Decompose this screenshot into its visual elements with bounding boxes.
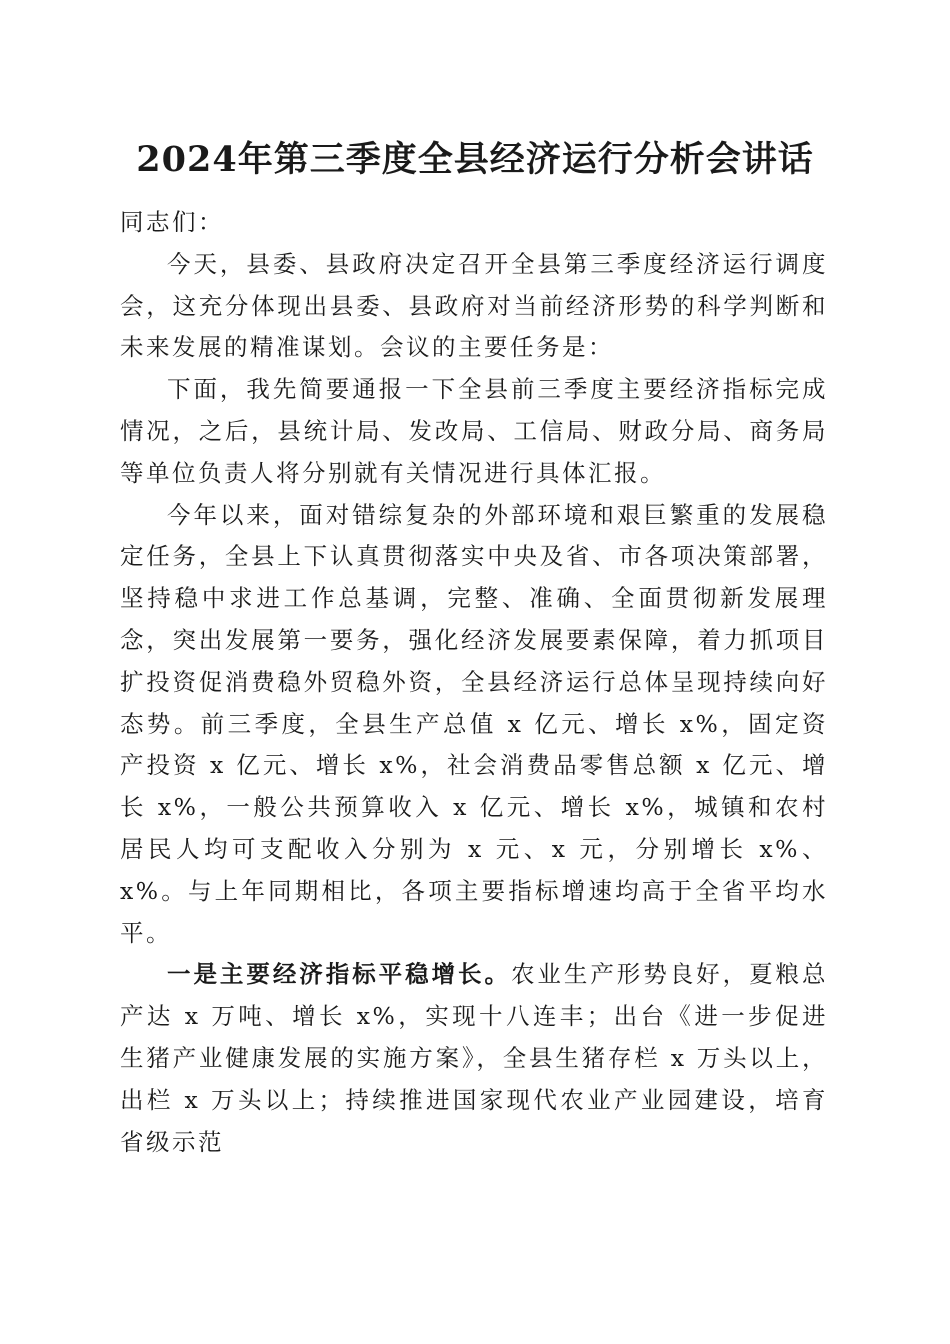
paragraph-meeting-intro — [120, 244, 828, 369]
paragraph-economic-overview — [120, 495, 828, 955]
paragraph-text: 下面，我先简要通报一下全县前三季度主要经济指标完成情况，之后，县统计局、发改局、工信局、财政分局、商务局等单位负责人将分别就有关情况进行具体汇报。 — [120, 375, 828, 487]
paragraph-report-order — [120, 369, 828, 494]
document-body — [120, 202, 828, 1163]
paragraph-text: 今天，县委、县政府决定召开全县第三季度经济运行调度会，这充分体现出县委、县政府对当前经济形势的科学判断和未来发展的精准谋划。会议的主要任务是： — [120, 249, 828, 362]
paragraph-lead-heading: 一是主要经济指标平稳增长。 — [167, 960, 511, 989]
paragraph-text: 农业生产形势良好，夏粮总产达 x 万吨、增长 x%，实现十八连丰；出台《进一步促进生猪产业健康发展的实施方案》，全县生猪存栏 x 万头以上，出栏 x 万头以上；持续推进国家现代农业产业园建设，培育省级示范 — [120, 960, 829, 1156]
document-title: 2024年第三季度全县经济运行分析会讲话 — [136, 139, 814, 180]
paragraph-indicator-growth — [120, 954, 828, 1163]
paragraph-text: 今年以来，面对错综复杂的外部环境和艰巨繁重的发展稳定任务，全县上下认真贯彻落实中央及省、市各项决策部署，坚持稳中求进工作总基调，完整、准确、全面贯彻新发展理念，突出发展第一要务，强化经济发展要素保障，着力抓项目扩投资促消费稳外贸稳外资，全县经济运行总体呈现持续向好态势。前三季度，全县生产总值 x 亿元、增长 x%，固定资产投资 x 亿元、增长 x%，社会消费品零售总额 x 亿元、增长 x%，一般公共预算收入 x 亿元、增长 x%，城镇和农村居民人均可支配收入分别为 x 元、x 元，分别增长 x%、x%。与上年同期相比，各项主要指标增速均高于全省平均水平。 — [120, 500, 828, 947]
salutation: 同志们： — [120, 208, 224, 236]
